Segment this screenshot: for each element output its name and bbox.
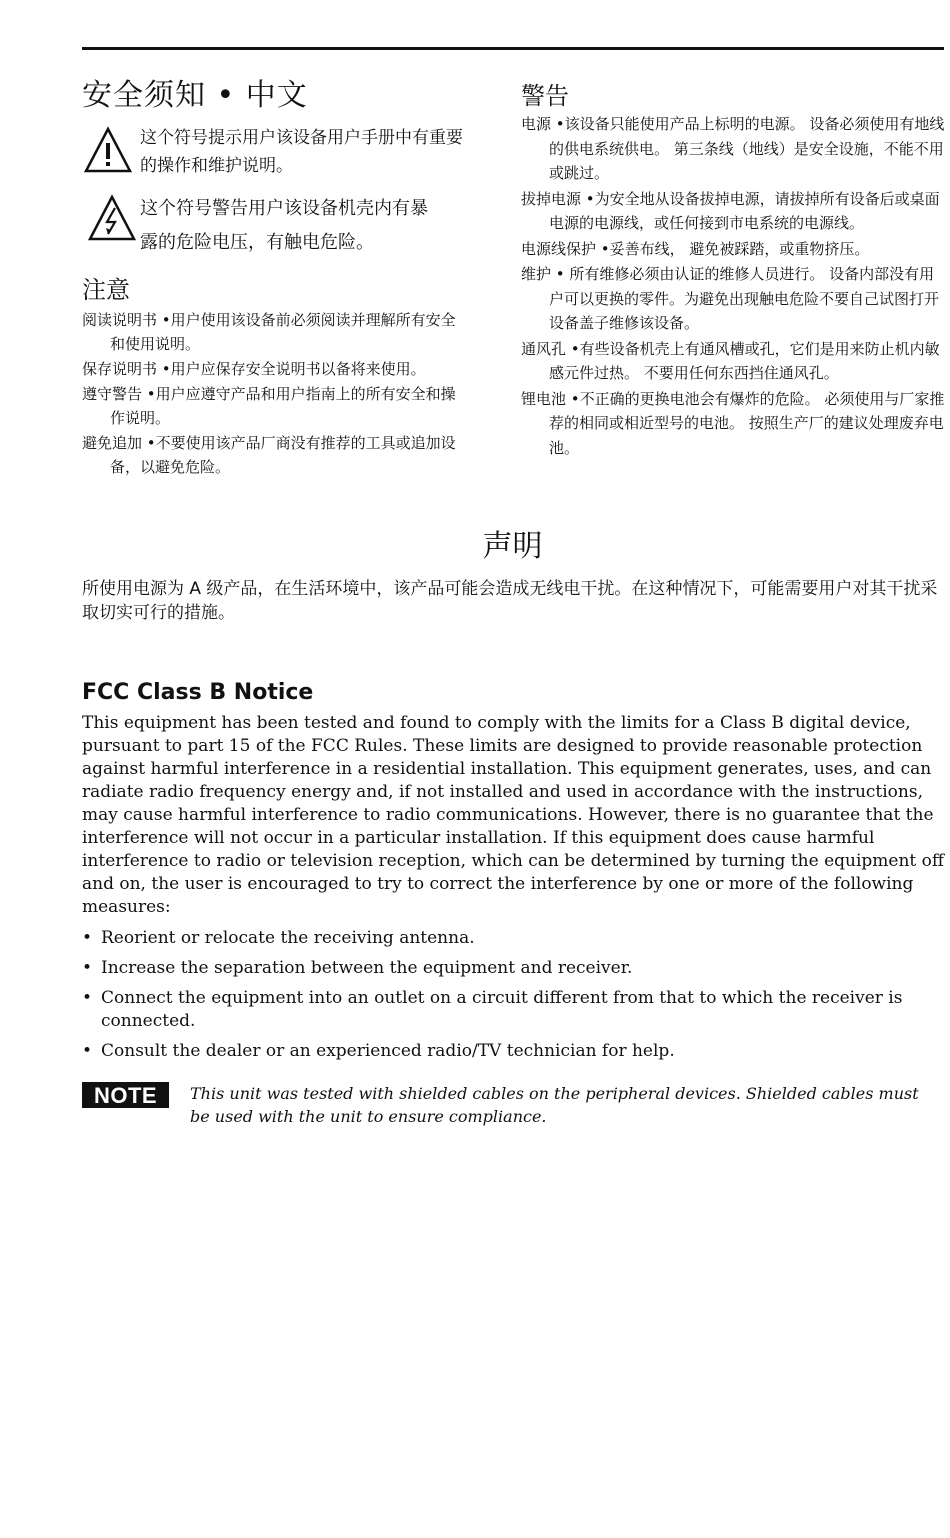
symbol-row-caution — [82, 124, 467, 180]
bullet: • — [82, 988, 93, 1008]
warning-title: 警告 — [521, 82, 569, 110]
statement-text: 所使用电源为 A 级产品，在生活环境中，该产品可能会造成无线电干扰。在这种情况下，可能需要用户对其干扰采取切实可行的措施。 — [82, 579, 938, 623]
warning-item: 通风孔 •有些设备机壳上有通风槽或孔，它们是用来防止机内敏感元件过热。 不要用任何东西挡住通风孔。 — [521, 339, 940, 382]
note-text: This unit was tested with shielded cables on the peripheral devices. Shielded cables must be used with the unit to ensure compliance. — [190, 1084, 919, 1126]
warning-item: 维护 • 所有维修必须由认证的维修人员进行。 设备内部没有用户可以更换的零件。为避免出现触电危险不要自己试图打开设备盖子维修该设备。 — [521, 265, 940, 332]
symbol-voltage-text-line2: 露的危险电压，有触电危险。 — [140, 232, 374, 253]
bullet: • — [82, 1041, 93, 1061]
exclamation-triangle-icon — [84, 126, 132, 174]
notice-item: 保存说明书 •用户应保存安全说明书以备将来使用。 — [82, 360, 426, 378]
measure-text: Connect the equipment into an outlet on a circuit different from that to which the receiver is connected. — [101, 988, 903, 1031]
notice-list — [82, 308, 467, 479]
warning-item: 锂电池 •不正确的更换电池会有爆炸的危险。 必须使用与厂家推荐的相同或相近型号的电池。 按照生产厂的建议处理废弃电池。 — [521, 389, 945, 457]
note-badge: NOTE — [82, 1082, 169, 1108]
fcc-body: This equipment has been tested and found to comply with the limits for a Class B digital device, pursuant to part 15 of the FCC Rules. These limits are designed to provide reasonable protection against harmful interference in a residential installation. This equipment generates, uses, and can radiate radio frequency energy and, if not installed and used in accordance with the instructions, may cause harmful interference to radio communications. However, there is no guarantee that the interference will not occur in a particular installation. If this equipment does cause harmful interference to radio or television reception, which can be determined by turning the equipment off and on, the user is encouraged to try to correct the interference by one or more of the following measures: — [82, 713, 944, 917]
notice-item: 阅读说明书 •用户使用该设备前必须阅读并理解所有安全和使用说明。 — [82, 311, 456, 353]
list-item — [82, 927, 946, 950]
fcc-measures-list — [82, 927, 946, 1063]
measure-text: Reorient or relocate the receiving antenna. — [101, 928, 475, 948]
bullet: • — [82, 958, 93, 978]
symbol-voltage-text-line1: 这个符号警告用户该设备机壳内有暴 — [140, 198, 428, 219]
warning-item: 拔掉电源 •为安全地从设备拔掉电源，请拔掉所有设备后或桌面电源的电源线，或任何接到市电系统的电源线。 — [521, 189, 940, 232]
notice-item: 避免追加 •不要使用该产品厂商没有推荐的工具或追加设备，以避免危险。 — [82, 434, 456, 476]
statement-title: 声明 — [482, 529, 543, 564]
notice-item: 遵守警告 •用户应遵守产品和用户指南上的所有安全和操作说明。 — [82, 385, 456, 427]
safety-title: 安全须知 • 中文 — [82, 78, 308, 113]
warning-item: 电源线保护 •妥善布线， 避免被踩踏，或重物挤压。 — [521, 239, 870, 258]
fcc-section — [82, 678, 946, 1070]
symbol-caution-text: 这个符号提示用户该设备用户手册中有重要的操作和维护说明。 — [140, 128, 463, 176]
safety-left-column — [82, 76, 467, 480]
list-item — [82, 987, 946, 1033]
measure-text: Consult the dealer or an experienced radio/TV technician for help. — [101, 1041, 675, 1061]
list-item — [82, 957, 946, 980]
list-item — [82, 1040, 946, 1063]
measure-text: Increase the separation between the equipment and receiver. — [101, 958, 633, 978]
safety-right-column — [521, 80, 946, 461]
lightning-triangle-icon — [88, 194, 136, 242]
bullet: • — [82, 928, 93, 948]
symbol-row-voltage — [82, 192, 467, 260]
fcc-title: FCC Class B Notice — [82, 680, 314, 705]
warning-list — [521, 112, 946, 460]
notice-title: 注意 — [82, 276, 130, 304]
top-rule — [82, 47, 944, 50]
warning-item: 电源 •该设备只能使用产品上标明的电源。 设备必须使用有地线的供电系统供电。 第三条线（地线）是安全设施，不能不用或跳过。 — [521, 115, 945, 182]
